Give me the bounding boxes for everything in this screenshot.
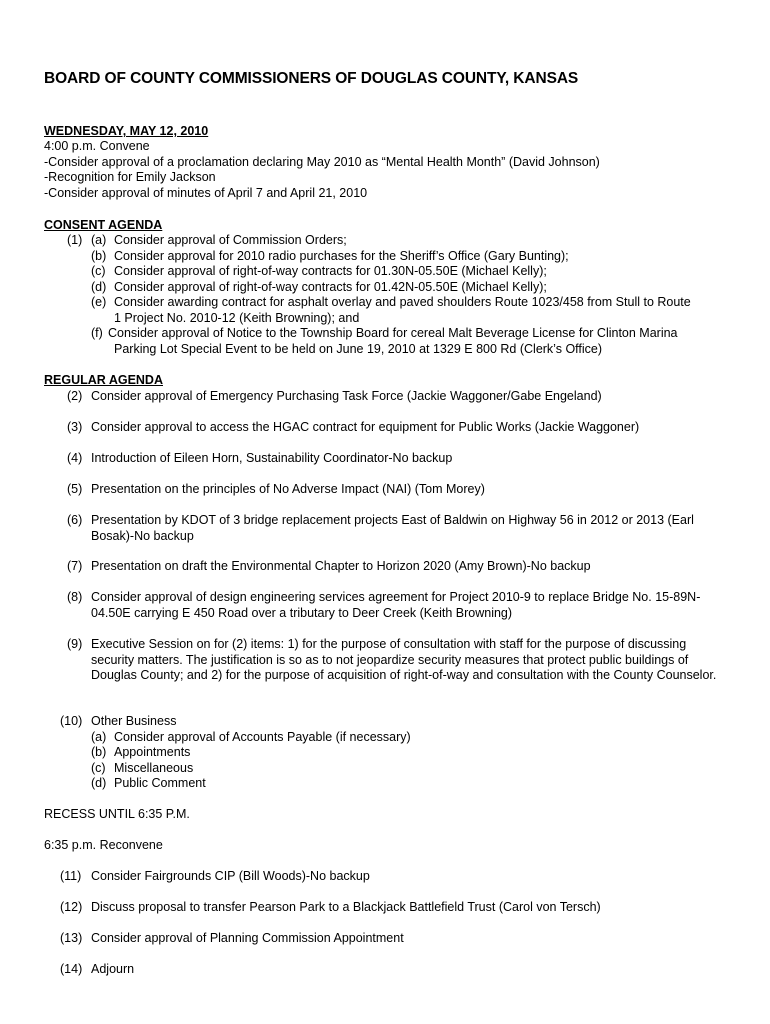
regular-item-text: Executive Session on for (2) items: 1) for the purpose of consultation with staff for the purpose of discussing security matters. The justification is so as to not jeopardize security measures that protect public buildings of Douglas County; and 2) for the purpose of acquisition of right-of-way and consultation with the County Counselor. xyxy=(91,637,717,682)
minutes-line: -Consider approval of minutes of April 7 and April 21, 2010 xyxy=(44,186,368,200)
proclamation-line: -Consider approval of a proclamation declaring May 2010 as “Mental Health Month” (David Johnson) xyxy=(44,155,600,169)
consent-letter-c: (c) xyxy=(91,264,106,278)
regular-item-text: Consider approval of design engineering services agreement for Project 2010-9 to replace Bridge No. 15-89N-04.50E carrying E 450 Road over a tributary to Deer Creek (Keith Browning) xyxy=(91,590,701,620)
consent-agenda-heading: CONSENT AGENDA xyxy=(44,218,163,232)
other-business-text-a: Consider approval of Accounts Payable (if necessary) xyxy=(114,730,411,744)
other-business-text-b: Appointments xyxy=(114,745,191,759)
consent-text-f-line1: Consider approval of Notice to the Township Board for cereal Malt Beverage License for Clinton Marina xyxy=(108,326,678,340)
consent-item-number: (1) xyxy=(67,233,83,247)
consent-text-f-line2: Parking Lot Special Event to be held on June 19, 2010 at 1329 E 800 Rd (Clerk’s Office) xyxy=(114,342,603,356)
recognition-line: -Recognition for Emily Jackson xyxy=(44,170,216,184)
consent-letter-a: (a) xyxy=(91,233,107,247)
regular-item-number: (4) xyxy=(67,451,83,465)
other-business-letter-a: (a) xyxy=(91,730,107,744)
other-business-letter-d: (d) xyxy=(91,776,107,790)
regular-item-number: (9) xyxy=(67,637,83,651)
regular-item-number: (6) xyxy=(67,513,83,527)
evening-item-text: Consider approval of Planning Commission Appointment xyxy=(91,931,404,945)
consent-letter-f: (f) xyxy=(91,326,103,340)
regular-item-text: Presentation on the principles of No Adverse Impact (NAI) (Tom Morey) xyxy=(91,482,485,496)
meeting-date-heading: WEDNESDAY, MAY 12, 2010 xyxy=(44,124,209,138)
regular-agenda-heading: REGULAR AGENDA xyxy=(44,373,163,387)
regular-item-text: Consider approval to access the HGAC contract for equipment for Public Works (Jackie Waggoner) xyxy=(91,420,640,434)
evening-item-number: (13) xyxy=(60,931,83,945)
regular-item-number: (5) xyxy=(67,482,83,496)
evening-item-number: (11) xyxy=(60,869,82,883)
other-business-letter-c: (c) xyxy=(91,761,106,775)
consent-text-e-line2: 1 Project No. 2010-12 (Keith Browning); and xyxy=(114,311,360,325)
consent-text-d: Consider approval of right-of-way contracts for 01.42N-05.50E (Michael Kelly); xyxy=(114,280,547,294)
evening-item-text: Consider Fairgrounds CIP (Bill Woods)-No backup xyxy=(91,869,370,883)
reconvene-line: 6:35 p.m. Reconvene xyxy=(44,838,163,852)
consent-text-a: Consider approval of Commission Orders; xyxy=(114,233,347,247)
regular-item-text: Introduction of Eileen Horn, Sustainability Coordinator-No backup xyxy=(91,451,453,465)
regular-item-text: Presentation on draft the Environmental Chapter to Horizon 2020 (Amy Brown)-No backup xyxy=(91,559,591,573)
other-business-text-c: Miscellaneous xyxy=(114,761,194,775)
other-business-text-d: Public Comment xyxy=(114,776,206,790)
consent-text-c: Consider approval of right-of-way contracts for 01.30N-05.50E (Michael Kelly); xyxy=(114,264,547,278)
evening-item-text: Adjourn xyxy=(91,962,135,976)
evening-item-text: Discuss proposal to transfer Pearson Park to a Blackjack Battlefield Trust (Carol von Tersch) xyxy=(91,900,601,914)
consent-letter-d: (d) xyxy=(91,280,107,294)
regular-item-number: (2) xyxy=(67,389,83,403)
regular-item-number: (3) xyxy=(67,420,83,434)
evening-item-number: (12) xyxy=(60,900,83,914)
document-title: BOARD OF COUNTY COMMISSIONERS OF DOUGLAS COUNTY, KANSAS xyxy=(44,70,579,87)
regular-item-number: (10) xyxy=(60,714,83,728)
consent-letter-b: (b) xyxy=(91,249,107,263)
recess-line: RECESS UNTIL 6:35 P.M. xyxy=(44,807,190,821)
evening-item-number: (14) xyxy=(60,962,83,976)
regular-item-number: (7) xyxy=(67,559,83,573)
consent-text-b: Consider approval for 2010 radio purchases for the Sheriff’s Office (Gary Bunting); xyxy=(114,249,569,263)
consent-letter-e: (e) xyxy=(91,295,107,309)
convene-line: 4:00 p.m. Convene xyxy=(44,139,150,153)
consent-text-e-line1: Consider awarding contract for asphalt overlay and paved shoulders Route 1023/458 from Stull to Route xyxy=(114,295,691,309)
regular-item-number: (8) xyxy=(67,590,83,604)
regular-item-text: Other Business xyxy=(91,714,177,728)
regular-item-text: Consider approval of Emergency Purchasing Task Force (Jackie Waggoner/Gabe Engeland) xyxy=(91,389,602,403)
other-business-letter-b: (b) xyxy=(91,745,107,759)
regular-item-text: Presentation by KDOT of 3 bridge replacement projects East of Baldwin on Highway 56 in 2012 or 2013 (Earl Bosak)-No backup xyxy=(91,513,694,543)
